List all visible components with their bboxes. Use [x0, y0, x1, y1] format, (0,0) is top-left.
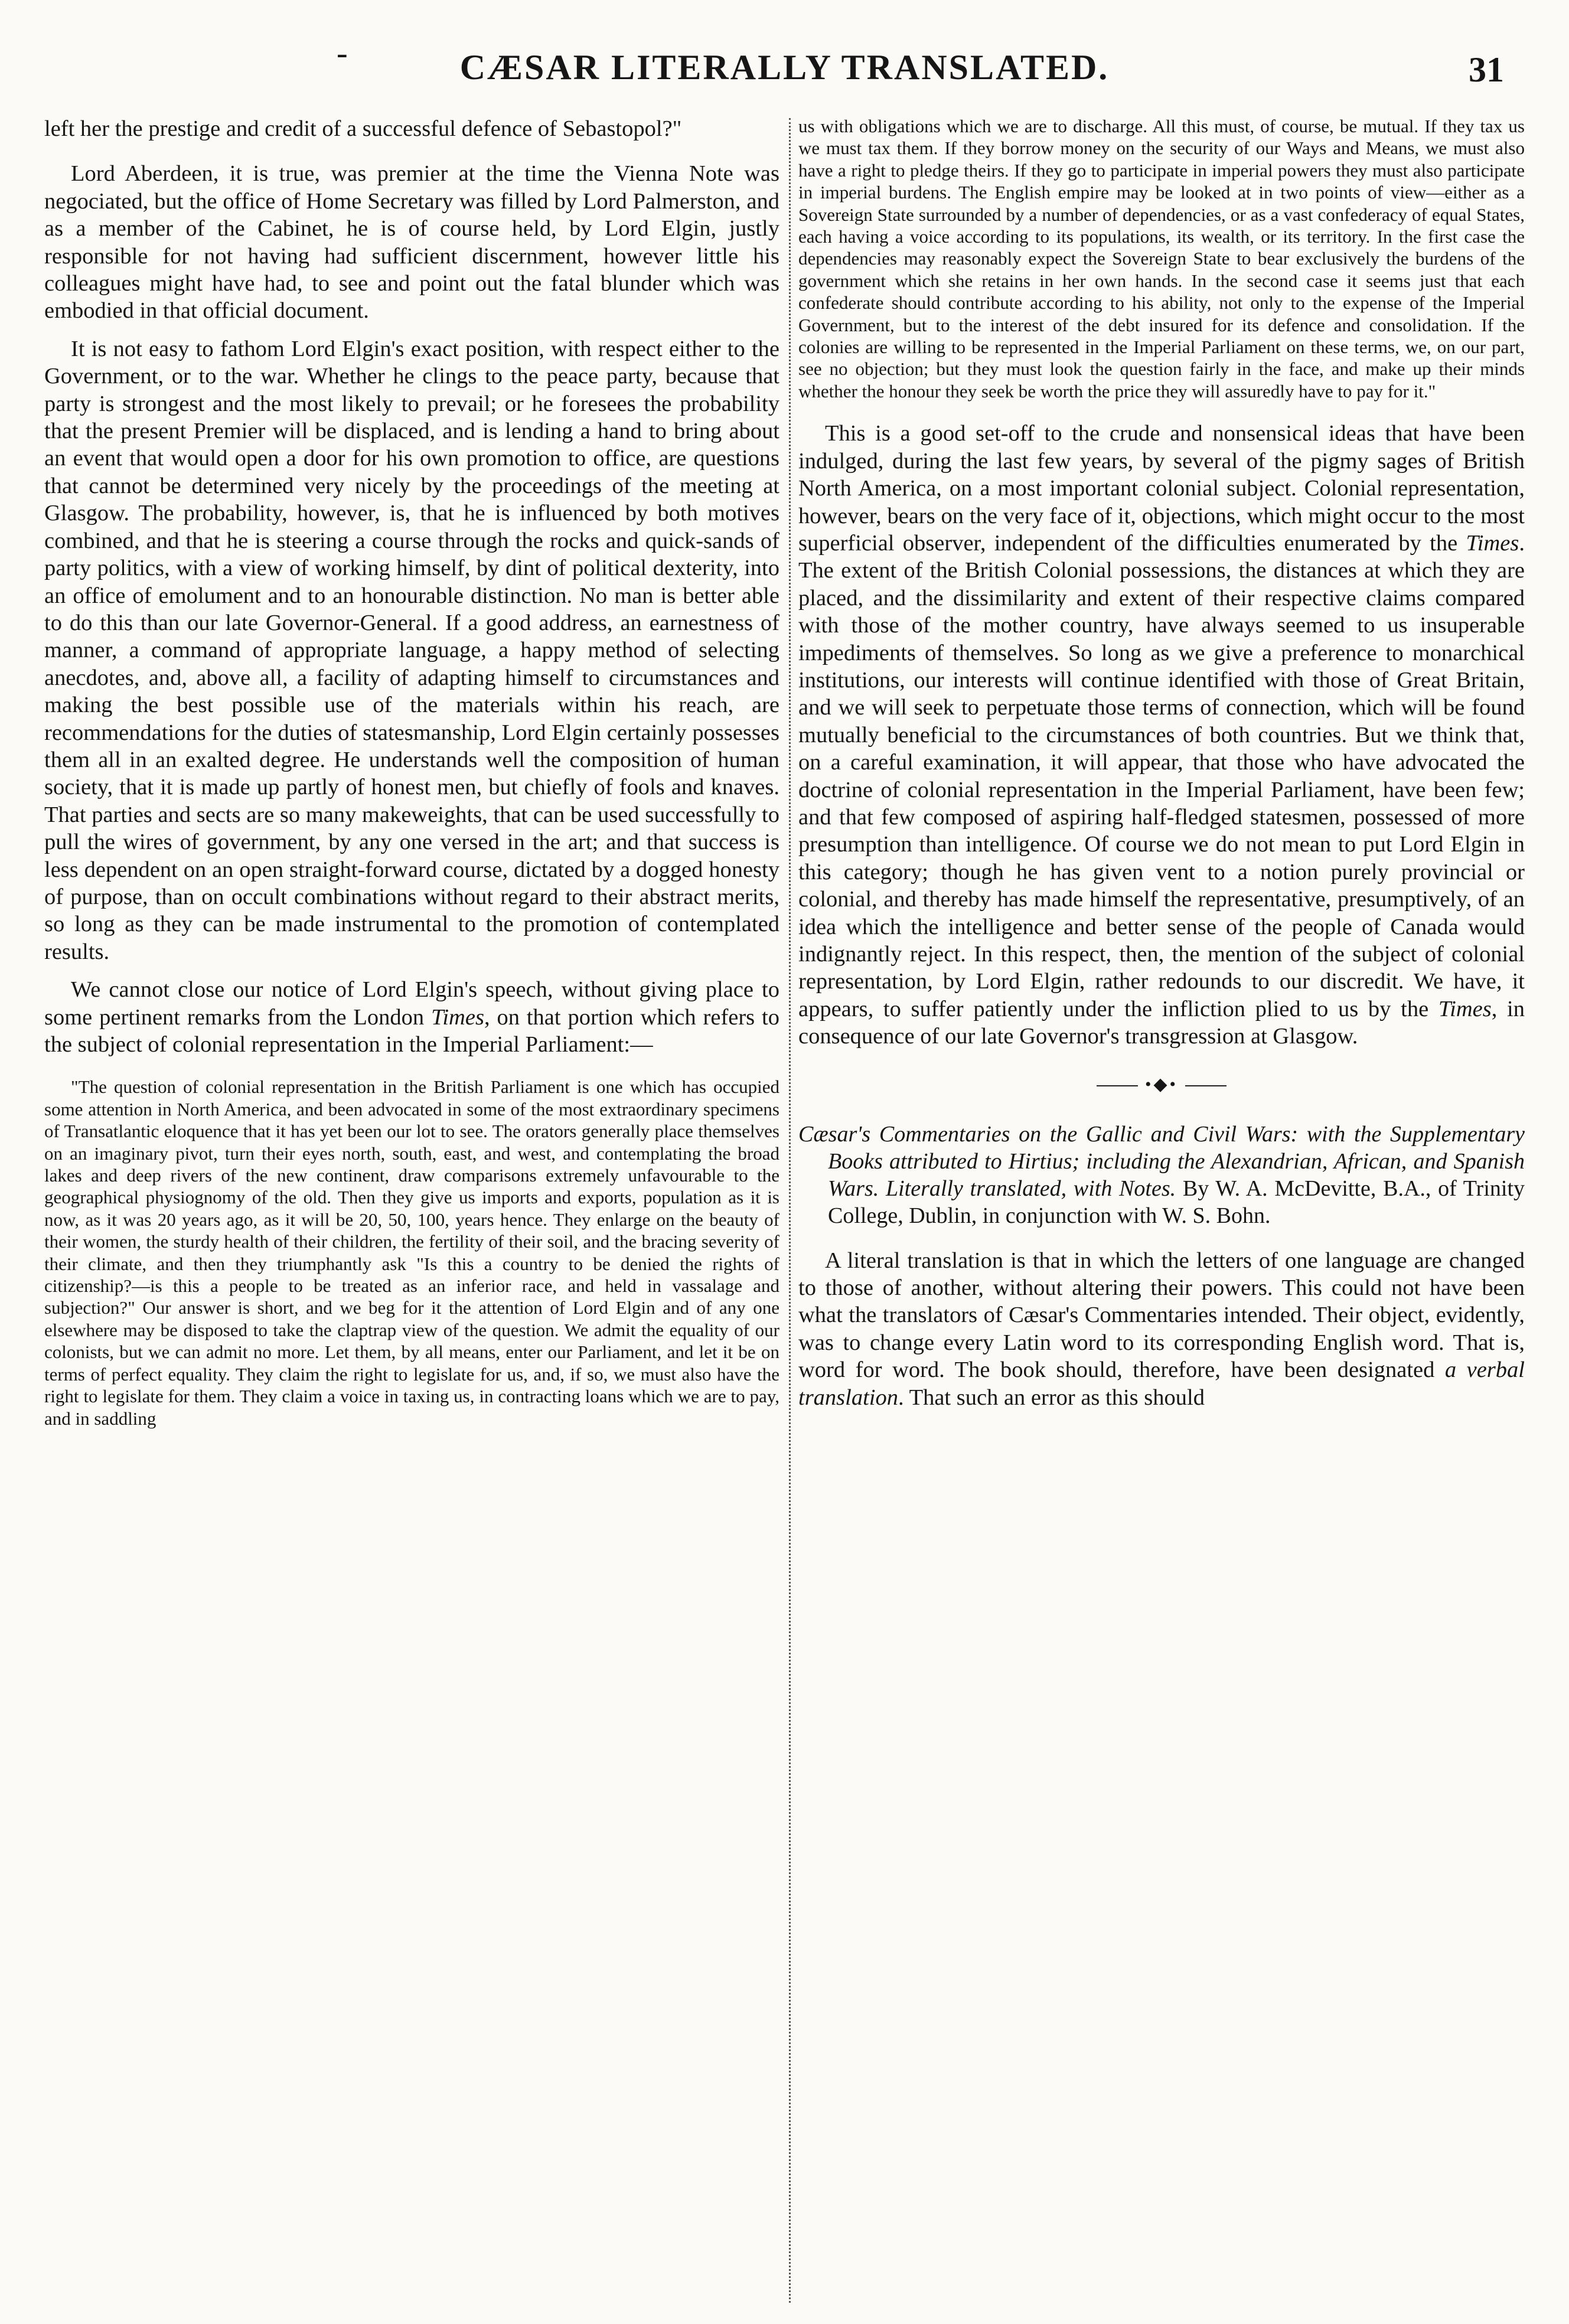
- paragraph-literal-translation: [798, 1247, 1525, 1411]
- text-segment: This is a good set-off to the crude and nonsensical ideas that have been indulged, during the last few years, by several of the pigmy sages of British North America, on a most important colonial subject. Colonial representation, however, bears on the very face of it, objections, which might occur to the most superficial observer, independent of the difficulties enumerated by the: [798, 421, 1525, 556]
- text-segment: . That such an error as this should: [898, 1385, 1205, 1410]
- ornament-glyph: •◆•: [1144, 1074, 1179, 1094]
- review-heading: [798, 1121, 1525, 1229]
- left-column: [44, 115, 779, 2312]
- paragraph-aberdeen: Lord Aberdeen, it is true, was premier at the time the Vienna Note was negociated, but the office of Home Secretary was filled by Lord Palmerston, and as a member of the Cabinet, he is of course held, by Lord Elgin, justly responsible for not having had sufficient discernment, however little his colleagues might have had, to see and point out the fatal blunder which was embodied in that official document.: [44, 161, 779, 324]
- italic-times: Times: [1438, 996, 1492, 1021]
- paragraph-times-intro: [44, 976, 779, 1058]
- right-column: [798, 115, 1525, 2312]
- italic-times: Times: [1466, 530, 1519, 556]
- text-segment: A literal translation is that in which the letters of one language are changed to those of another, without altering their powers. This could not have been what the translators of Cæsar's Commentaries intended. Their object, evidently, was to change every Latin word to its corresponding English word. That is, word for word. The book should, therefore, have been designated: [798, 1248, 1525, 1383]
- italic-times: Times: [431, 1004, 484, 1030]
- italic-phrase: a verbal translation: [798, 1357, 1525, 1410]
- text-segment: , on that portion which refers to the subject of colonial representation in the Imperial Parliament:—: [44, 1004, 779, 1057]
- ornament-line: [1097, 1085, 1138, 1086]
- page-number: 31: [1469, 50, 1504, 89]
- text-segment: . The extent of the British Colonial possessions, the distances at which they are placed, and the dissimilarity and extent of their respective claims compared with those of the mother country, have always seemed to us insuperable impediments of themselves. So long as we give a preference to monarchical institutions, our interests will continue identified with those of Great Britain, and we will seek to perpetuate those terms of connection, which will be found mutually beneficial to the circumstances of both countries. But we think that, on a careful examination, it will appear, that those who have advocated the doctrine of colonial representation in the Imperial Parliament, have been few; and that few composed of aspiring half-fledged statesmen, possessed of more presumption than intelligence. Of course we do not mean to put Lord Elgin in this category; though he has given vent to a notion purely provincial or colonial, and thereby has made himself the representative, presumptively, of an idea which the intelligence and better sense of the people of Canada would indignantly reject. In this respect, then, the mention of the subject of colonial representation, by Lord Elgin, rather redounds to our discredit. We have, it appears, to suffer patiently under the infliction plied to us by the: [798, 530, 1525, 1021]
- paragraph-set-off: [798, 420, 1525, 1050]
- paragraph-continued: left her the prestige and credit of a successful defence of Sebastopol?": [44, 116, 682, 141]
- running-title: CÆSAR LITERALLY TRANSLATED.: [459, 48, 1110, 87]
- times-quotation-continued: us with obligations which we are to discharge. All this must, of course, be mutual. If they tax us we must tax them. If they borrow money on the security of our Ways and Means, we must also have a right to pledge theirs. If they go to participate in imperial powers they must also participate in imperial burdens. The English empire may be looked at in two points of view—either as a Sovereign State surrounded by a number of dependencies, or as a vast confederacy of equal States, each having a voice according to its populations, its wealth, or its territory. In the first case the dependencies may reasonably expect the Sovereign State to bear exclusively the burdens of the government which she retains in her own hands. In the second case it seems just that each confederate should contribute according to his ability, not only to the expense of the Imperial Government, but to the interest of the debt insured for its defence and consolidation. If the colonies are willing to be represented in the Imperial Parliament on these terms, we, on our part, see no objection; but they must look the question fairly in the face, and make up their minds whether the honour they seek be worth the price they will assuredly have to pay for it.": [798, 116, 1525, 402]
- review-title: Cæsar's Commentaries on the Gallic and Civil Wars: with the Supplementary Books attributed to Hirtius; including the Alexandrian, African, and Spanish Wars. Literally translated, with Notes.: [798, 1121, 1525, 1201]
- text-segment: , in consequence of our late Governor's transgression at Glasgow.: [798, 996, 1525, 1049]
- ornament-line: [1185, 1085, 1227, 1086]
- header-mark: -: [337, 35, 348, 71]
- paragraph-elgin-position: It is not easy to fathom Lord Elgin's exact position, with respect either to the Government, or to the war. Whether he clings to the peace party, because that party is strongest and the most likely to prevail; or he foresees the probability that the present Premier will be displaced, and is lending a hand to bring about an event that would open a door for his own promotion to office, are questions that cannot be determined very nicely by the proceedings of the meeting at Glasgow. The probability, however, is, that he is influenced by both motives combined, and that he is steering a course through the rocks and quick-sands of party politics, with a view of working himself, by dint of political dexterity, into an office of emolument and to an honourable distinction. No man is better able to do this than our late Governor-General. If a good address, an earnestness of manner, a command of appropriate language, a happy method of selecting anecdotes, and, above all, a facility of adapting himself to circumstances and making the best possible use of the materials within his reach, are recommendations for the duties of statesmanship, Lord Elgin certainly possesses them all in an exalted degree. He understands well the composition of human society, that it is made up partly of honest men, but chiefly of fools and knaves. That parties and sects are so many makeweights, that can be used successfully to pull the wires of government, by any one versed in the art; and that success is less dependent on an open straight-forward course, dictated by a dogged honesty of purpose, than on occult combinations without regard to their abstract merits, so long as they can be made instrumental to the promotion of contemplated results.: [44, 336, 779, 964]
- times-quotation: "The question of colonial representation in the British Parliament is one which has occupied some attention in North America, and been advocated in some of the most extraordinary specimens of Transatlantic eloquence that it has yet been our lot to see. The orators generally place themselves on an imaginary pivot, turn their eyes north, south, east, and west, and contemplating the broad lakes and deep rivers of the new continent, draw comparisons extremely unfavourable to the geographical physiognomy of the old. Then they give us imports and exports, population as it is now, as it was 20 years ago, as it will be 20, 50, 100, years hence. They enlarge on the beauty of their women, the sturdy health of their children, the fertility of their soil, and the bracing severity of their climate, and then they triumphantly ask "Is this a country to be denied the rights of citizenship?—is this a people to be treated as an inferior race, and held in vassalage and subjection?" Our answer is short, and we beg for it the attention of Lord Elgin and of any one elsewhere may be disposed to take the claptrap view of the question. We admit the equality of our colonists, but we can admit no more. Let them, by all means, enter our Parliament, and let it be on terms of perfect equality. They claim the right to legislate for us, and, if so, we must also have the right to legislate for them. They claim a voice in taxing us, in contracting loans which we are to pay, and in saddling: [44, 1076, 779, 1429]
- page-header: [59, 37, 1510, 102]
- section-ornament: [798, 1074, 1525, 1095]
- column-divider: [789, 118, 791, 2303]
- review-authors: By W. A. McDevitte, B.A., of Trinity College, Dublin, in conjunction with W. S. Bohn.: [828, 1176, 1525, 1228]
- text-segment: We cannot close our notice of Lord Elgin's speech, without giving place to some pertinent remarks from the London: [44, 977, 779, 1030]
